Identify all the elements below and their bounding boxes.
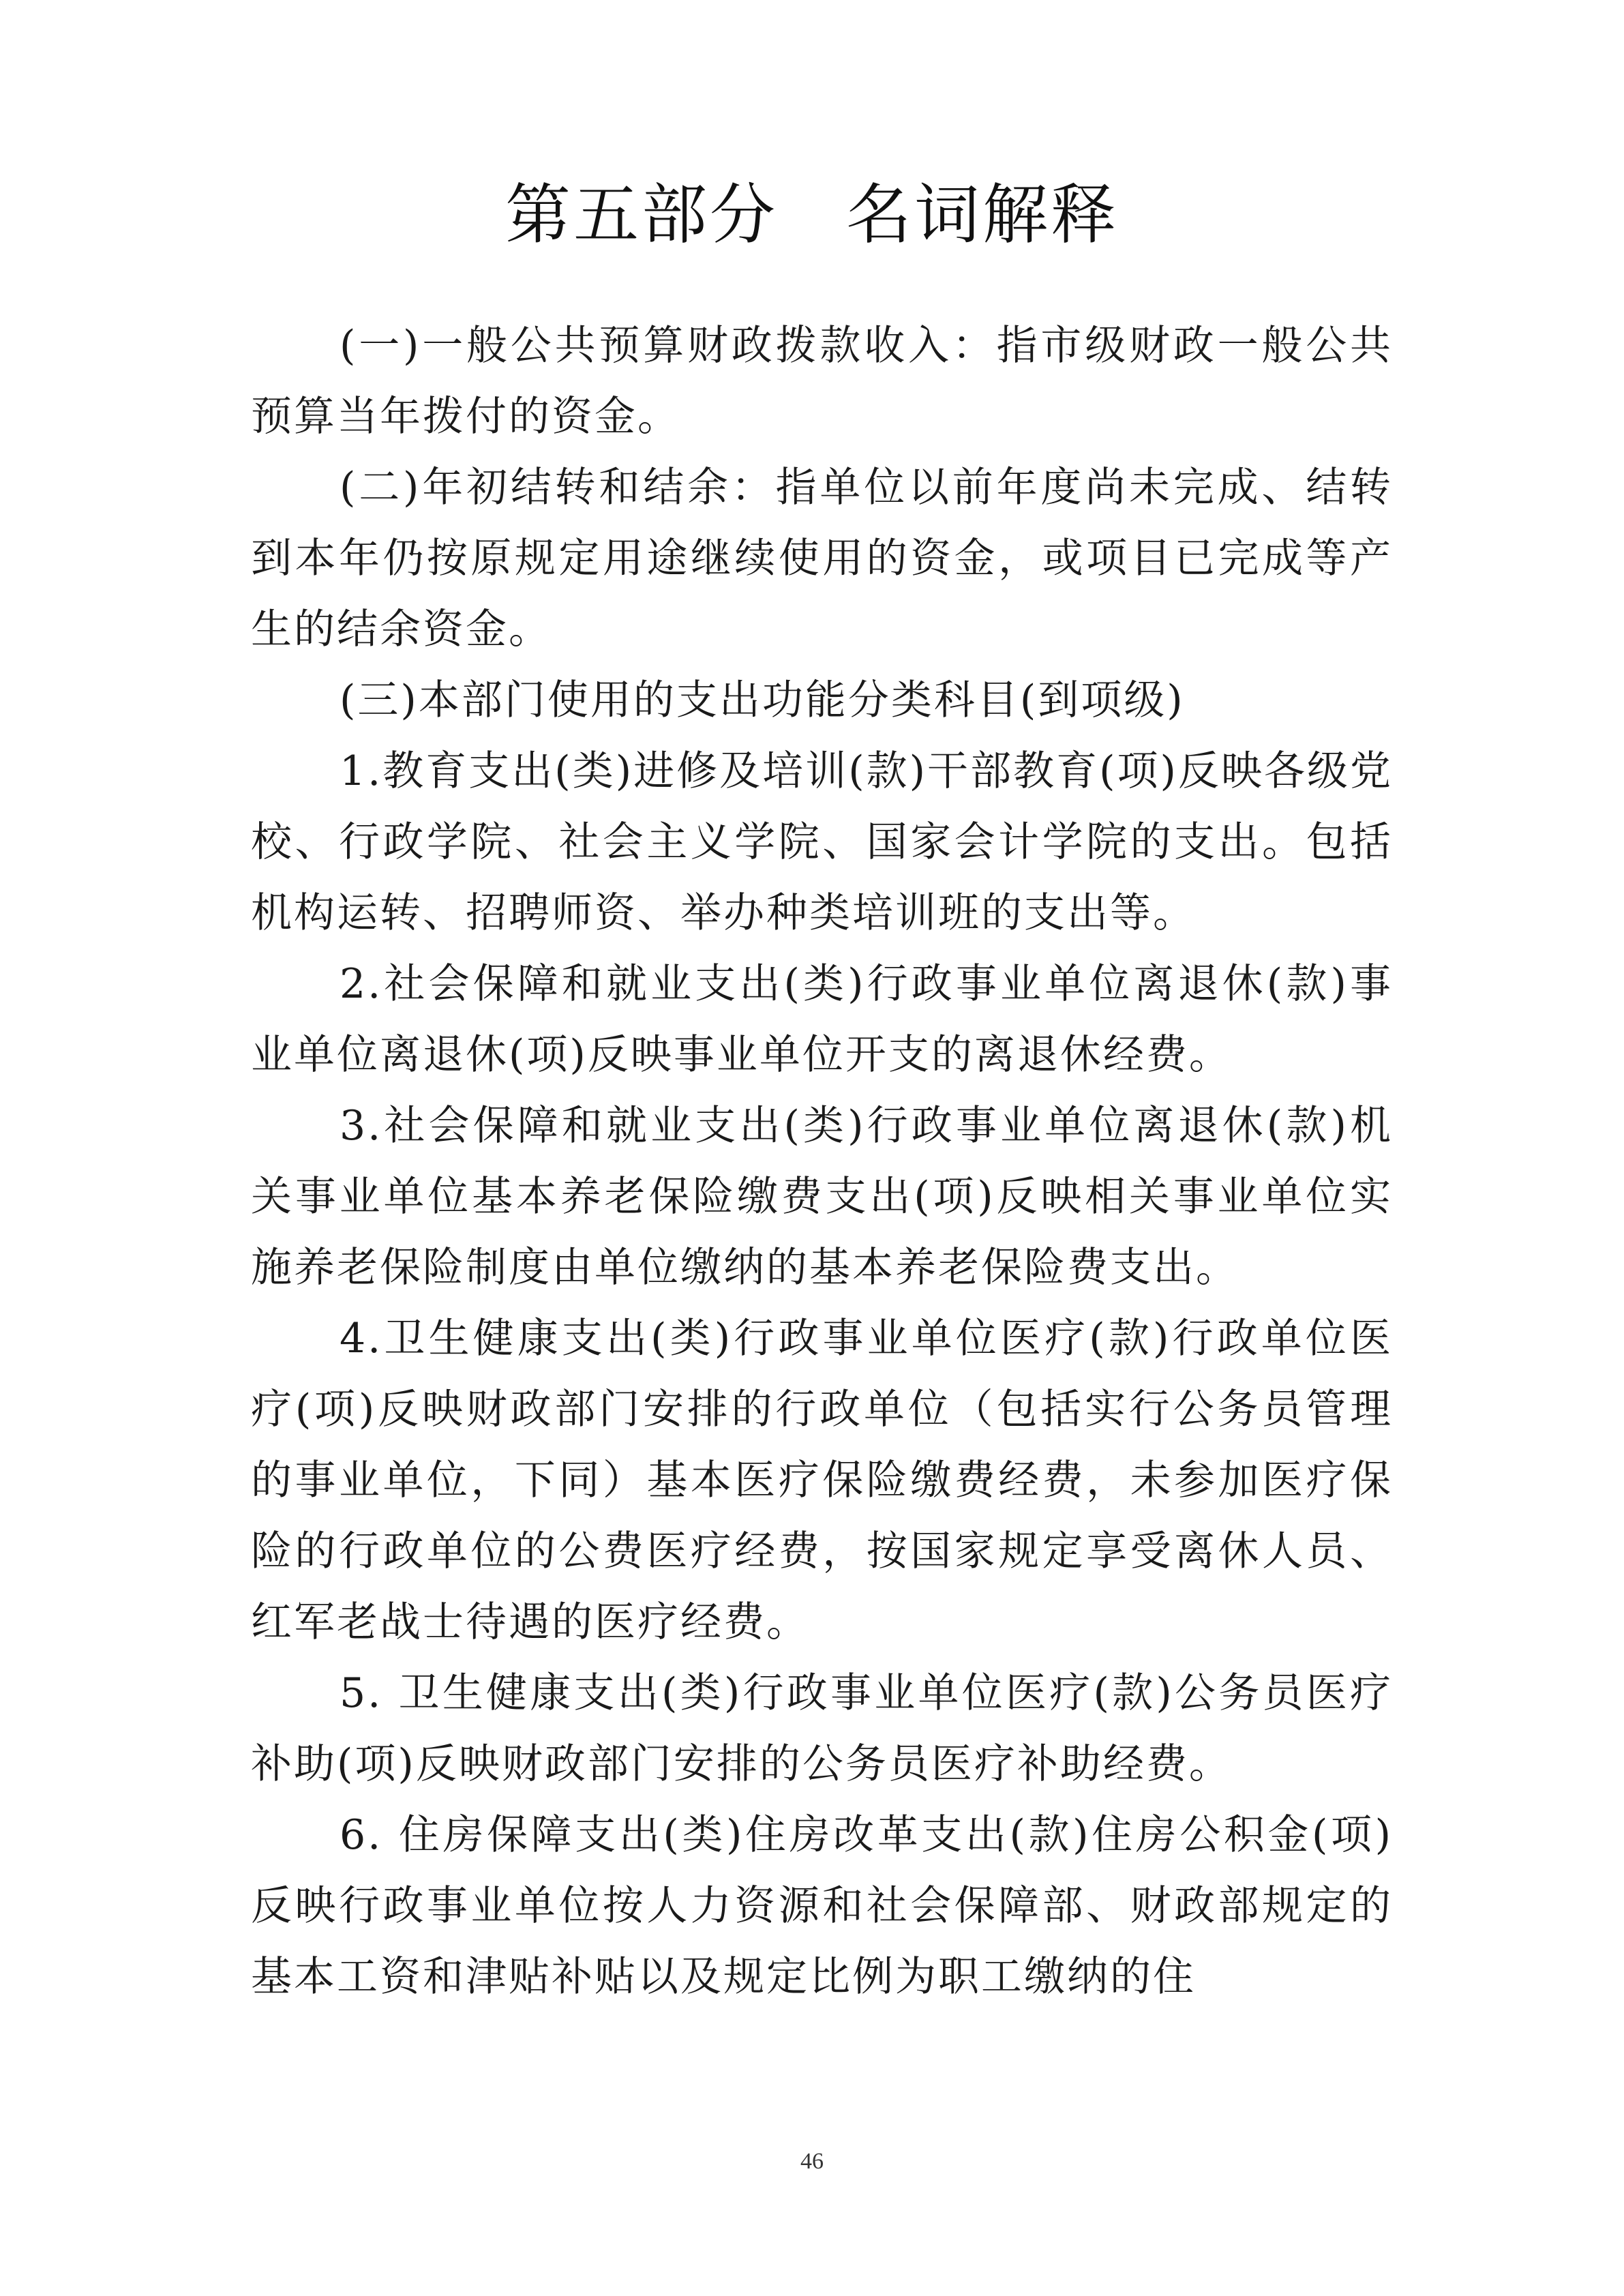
page-number: 46 [800,2149,824,2174]
document-body [251,310,1393,2012]
paragraph-item-pension-insurance: 3.社会保障和就业支出(类)行政事业单位离退休(款)机关事业单位基本养老保险缴费支出(项)反映相关事业单位实施养老保险制度由单位缴纳的基本养老保险费支出。 [251,1102,1393,1292]
paragraph-carryover-balance: (二)年初结转和结余：指单位以前年度尚未完成、结转到本年仍按原规定用途继续使用的资金，或项目已完成等产生的结余资金。 [251,464,1393,653]
paragraph-item-civil-servant-medical-subsidy: 5. 卫生健康支出(类)行政事业单位医疗(款)公务员医疗补助(项)反映财政部门安排的公务员医疗补助经费。 [251,1669,1393,1788]
page-title: 第五部分 名词解释 [505,177,1119,253]
paragraph-expenditure-classification-heading: (三)本部门使用的支出功能分类科目(到项级) [340,676,1185,724]
paragraph-item-administrative-medical: 4.卫生健康支出(类)行政事业单位医疗(款)行政单位医疗(项)反映财政部门安排的行政单位（包括实行公务员管理的事业单位，下同）基本医疗保险缴费经费，未参加医疗保险的行政单位的公费医疗经费，按国家规定享受离休人员、红军老战士待遇的医疗经费。 [251,1315,1393,1646]
paragraph-item-housing-provident-fund: 6. 住房保障支出(类)住房改革支出(款)住房公积金(项)反映行政事业单位按人力资源和社会保障部、财政部规定的基本工资和津贴补贴以及规定比例为职工缴纳的住 [251,1811,1393,2001]
paragraph-general-budget-revenue: (一)一般公共预算财政拨款收入：指市级财政一般公共预算当年拨付的资金。 [251,322,1393,441]
paragraph-item-retirement-institutions: 2.社会保障和就业支出(类)行政事业单位离退休(款)事业单位离退休(项)反映事业单位开支的离退休经费。 [251,960,1393,1079]
paragraph-item-education: 1.教育支出(类)进修及培训(款)干部教育(项)反映各级党校、行政学院、社会主义学院、国家会计学院的支出。包括机构运转、招聘师资、举办种类培训班的支出等。 [251,747,1393,937]
